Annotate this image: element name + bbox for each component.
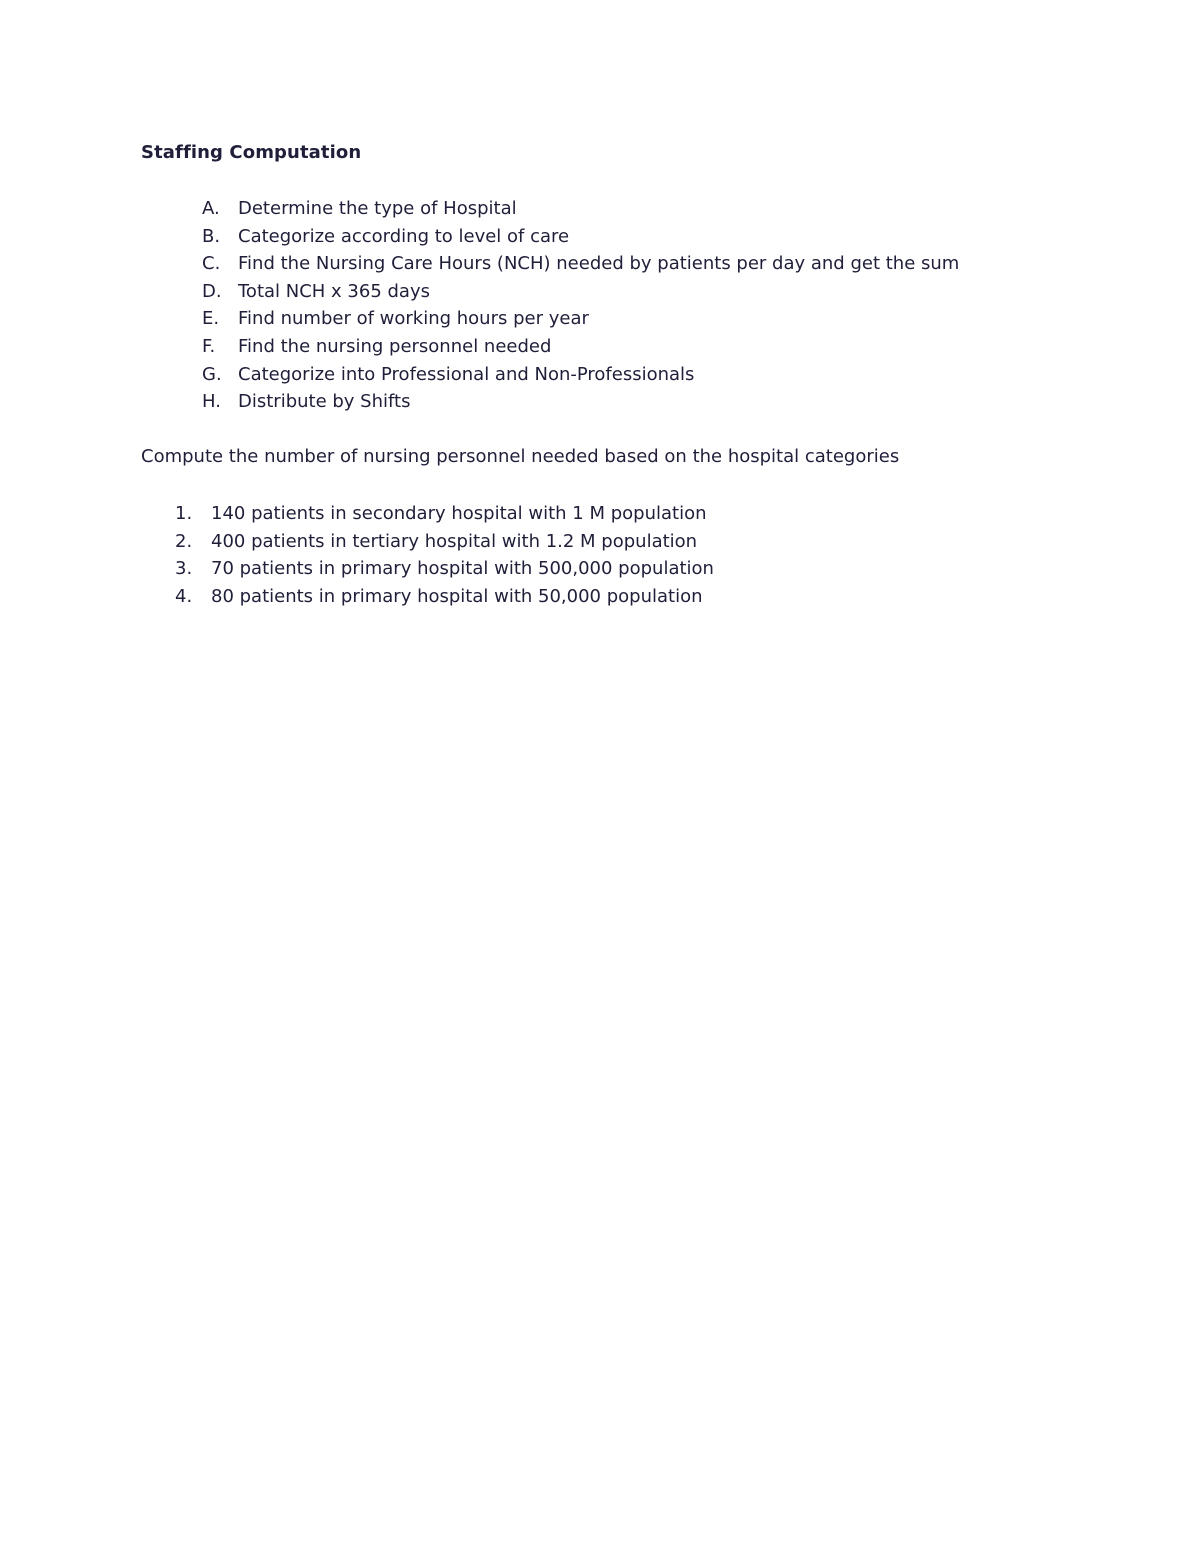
step-text: Find number of working hours per year: [238, 308, 589, 330]
problem-item: [175, 500, 714, 528]
step-marker: E.: [202, 308, 220, 330]
step-item: [202, 388, 959, 416]
step-marker: H.: [202, 391, 221, 413]
problems-intro: Compute the number of nursing personnel needed based on the hospital categories: [141, 446, 900, 467]
problem-marker: 1.: [175, 503, 193, 524]
step-item: [202, 305, 959, 333]
step-text: Distribute by Shifts: [238, 391, 411, 413]
problem-text: 80 patients in primary hospital with 50,000 population: [211, 585, 703, 607]
step-text: Find the nursing personnel needed: [238, 335, 552, 357]
step-item: [202, 333, 959, 361]
problem-item: [175, 583, 714, 611]
steps-list: [202, 195, 959, 416]
problem-marker: 3.: [175, 558, 193, 580]
problems-list: [175, 500, 714, 610]
document-title: Staffing Computation: [141, 142, 362, 163]
step-text: Total NCH x 365 days: [238, 280, 430, 302]
step-marker: B.: [202, 225, 221, 247]
step-item: [202, 250, 959, 278]
step-marker: C.: [202, 253, 221, 275]
step-text: Categorize according to level of care: [238, 225, 570, 247]
problem-item: [175, 528, 714, 556]
problem-marker: 4.: [175, 585, 193, 607]
problem-text: 400 patients in tertiary hospital with 1.2 M population: [211, 530, 698, 552]
step-item: [202, 278, 959, 306]
problem-text: 70 patients in primary hospital with 500,000 population: [211, 558, 714, 580]
step-item: [202, 361, 959, 389]
step-marker: F.: [202, 335, 216, 357]
step-item: [202, 223, 959, 251]
step-text: Find the Nursing Care Hours (NCH) needed by patients per day and get the sum: [238, 253, 960, 275]
step-text: Categorize into Professional and Non-Professionals: [238, 363, 695, 385]
problem-text: 140 patients in secondary hospital with 1 M population: [211, 503, 707, 524]
problem-item: [175, 555, 714, 583]
step-marker: G.: [202, 363, 222, 385]
step-text: Determine the type of Hospital: [238, 198, 517, 219]
step-item: [202, 195, 959, 223]
problem-marker: 2.: [175, 530, 193, 552]
step-marker: A.: [202, 198, 220, 219]
step-marker: D.: [202, 280, 222, 302]
